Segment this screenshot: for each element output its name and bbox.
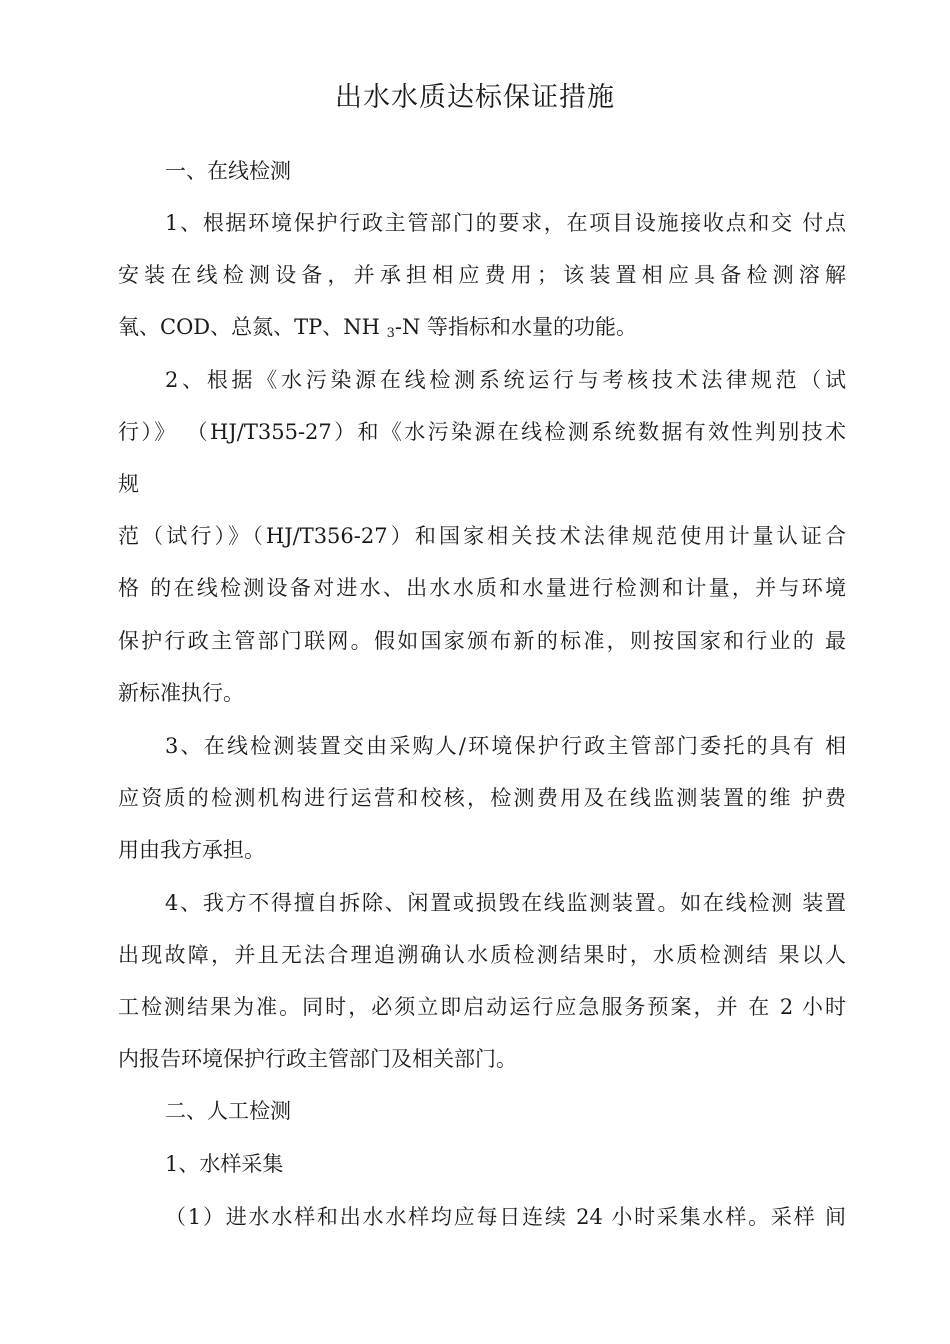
paragraph-line: 1、根据环境保护行政主管部门的要求，在项目设施接收点和交 付点 [165, 211, 846, 235]
paragraph-line: 保护行政主管部门联网。假如国家颁布新的标准，则按国家和行业的 最 [118, 629, 846, 653]
document-title: 出水水质达标保证措施 [335, 82, 615, 113]
paragraph-line: 规 [118, 472, 139, 496]
paragraph-line: （1）进水水样和出水水样均应每日连续 24 小时采集水样。采样 间 [165, 1205, 846, 1229]
paragraph-line: 工检测结果为准。同时，必须立即启动运行应急服务预案，并 在 2 小时 [118, 995, 846, 1019]
paragraph-line: 安装在线检测设备，并承担相应费用；该装置相应具备检测溶解 [118, 263, 846, 287]
subsection-heading-water-sampling: 1、水样采集 [165, 1152, 284, 1176]
paragraph-line: 3、在线检测装置交由采购人/环境保护行政主管部门委托的具有 相 [165, 734, 846, 758]
paragraph-line: 氧、COD、总氮、TP、NH $_3$-N 等指标和水量的功能。 [118, 315, 638, 341]
paragraph-line: 新标准执行。 [118, 681, 244, 705]
paragraph-line: 应资质的检测机构进行运营和校核，检测费用及在线监测装置的维 护费 [118, 786, 846, 810]
paragraph-line: 用由我方承担。 [118, 838, 265, 862]
paragraph-line: 范（试行）》（HJ/T356-27）和国家相关技术法律规范使用计量认证合 [118, 524, 846, 548]
paragraph-line: 内报告环境保护行政主管部门及相关部门。 [118, 1047, 517, 1071]
paragraph-line: 2、根据《水污染源在线检测系统运行与考核技术法律规范（试 [165, 368, 846, 392]
paragraph-line: 4、我方不得擅自拆除、闲置或损毁在线监测装置。如在线检测 装置 [165, 891, 846, 915]
section-heading-online-monitoring: 一、在线检测 [165, 159, 291, 183]
section-heading-manual-monitoring: 二、人工检测 [165, 1099, 291, 1123]
paragraph-line: 行）》 （HJ/T355-27）和《水污染源在线检测系统数据有效性判别技术 [118, 420, 846, 444]
paragraph-line: 出现故障，并且无法合理追溯确认水质检测结果时，水质检测结 果以人 [118, 943, 846, 967]
paragraph-line: 格 的在线检测设备对进水、出水水质和水量进行检测和计量，并与环境 [118, 576, 846, 600]
